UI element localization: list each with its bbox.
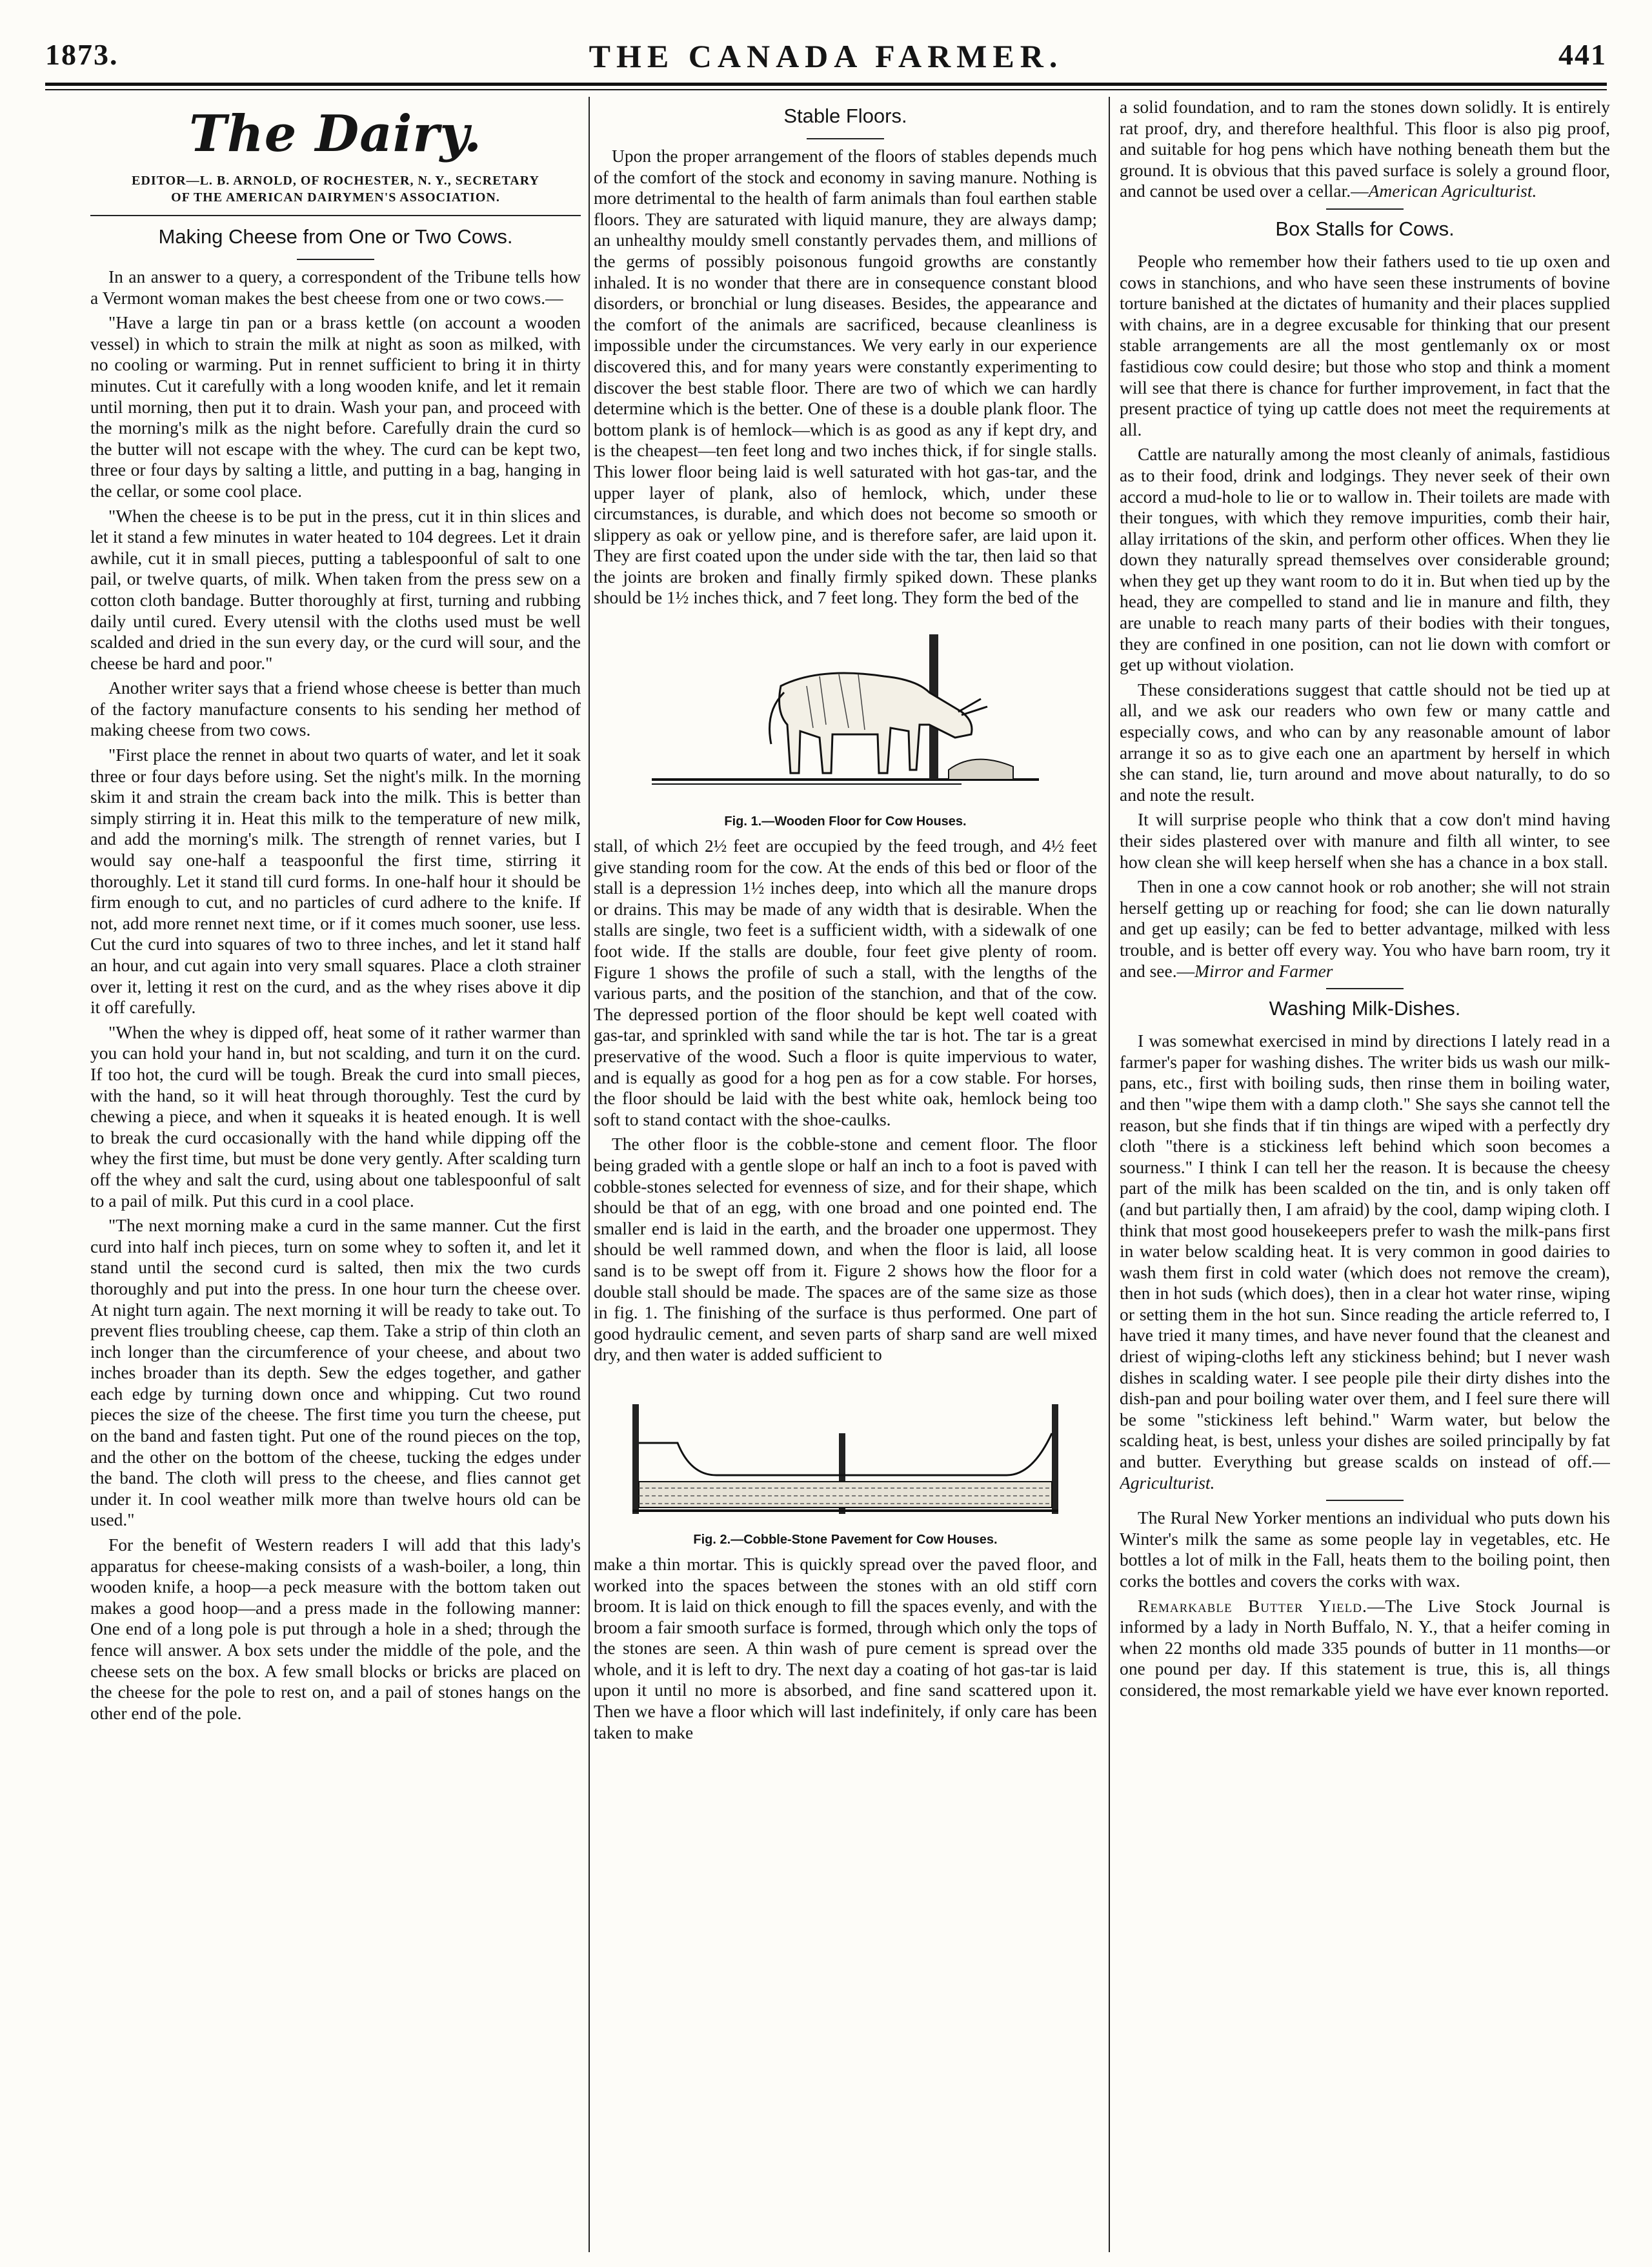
column-divider-1 [589, 97, 590, 2252]
figure-1 [594, 615, 1097, 829]
column-divider-2 [1109, 97, 1110, 2252]
cheese-paragraph: "The next morning make a curd in the same manner. Cut the first curd into half inch pieces, turn on some whey to soften it, and let it stand until the second curd is salted, then mix the two curds thoroughly and put into the press. In one hour turn the cheese over. At night turn again. The next morning it will be ready to take out. To prevent flies troubling cheese, cap them. Take a strip of thin cloth an inch longer than the circumference of your cheese, and about two inches broader than its depth. Sew the edges together, and gather each edge by turning down once and whipping. Cut two round pieces the size of the cheese. The first time you turn the cheese, put on the band and fasten tight. Put one of the round pieces on the top, and the other on the bottom of the cheese, tucking the edges under the band. The cloth will press to the cheese, and flies cannot get under it. In cool weather milk more than twelve hours old can be used." [90, 1215, 581, 1530]
article-title-washing-milk-dishes: Washing Milk-Dishes. [1269, 997, 1461, 1020]
washing-paragraph [1120, 1031, 1610, 1493]
cheese-paragraph: Another writer says that a friend whose cheese is better than much of the factory manufacture consents to his sending her method of making cheese from two cows. [90, 678, 581, 740]
cobble-stone-illustration [620, 1372, 1071, 1527]
page-header [45, 37, 1607, 83]
stable-floors-continuation [1120, 97, 1610, 202]
header-year: 1873. [45, 38, 119, 71]
header-rule-thin [45, 89, 1607, 90]
cheese-paragraph: In an answer to a query, a correspondent of the Tribune tells how a Vermont woman makes the best cheese from one or two cows.— [90, 267, 581, 308]
box-stalls-text: Then in one a cow cannot hook or rob another; she will not strain herself getting up or reaching for food; she can lie down naturally and get up easily; can be fed to better advantage, milked with less trouble, and is better off every way. You who have barn room, try it and see.— [1120, 876, 1610, 981]
ornamental-rule [1326, 208, 1404, 210]
box-stalls-paragraph: Cattle are naturally among the most cleanly of animals, fastidious as to their food, drink and lodgings. They never seek of their own accord a mud-hole to lie or to wallow in. Their toilets are made with their tongues, with which they remove impurities, comb their hair, allay irritations of the skin, and perform other offices. When they lie down they naturally spread themselves over considerable ground; when they get up they want room to do it in. But when tied up by the head, they are compelled to stand and lie in manure and filth, they are unable to reach many parts of their bodies with their tongues, they are confined in one position, can not lie down with comfort or get up without violation. [1120, 444, 1610, 675]
stable-paragraph: stall, of which 2½ feet are occupied by the feed trough, and 4½ feet give standing room for the cow. At the ends of this bed or floor of the stall is a depression 1½ inches deep, into which all the manure drops or drains. This may be made of any width that is desirable. When the stalls are single, two feet is a sufficient width, with a sidewalk of one foot wide. If the stalls are double, four feet give plenty of room. Figure 1 shows the profile of such a stall, with the lengths of the various parts, and the position of the stanchion, and that of the cow. The depressed portion of the floor should be kept well coated with gas-tar, and sprinkled with sand while the tar is hot. The tar is a great preservative of the wood. Such a floor is quite impervious to water, and is equally as good for a hog pen as for a cow stable. For horses, the floor should be laid with the best white oak, hemlock being too soft to stand contact with the shoe-caulks. [594, 836, 1097, 1129]
butter-yield-paragraph [1120, 1596, 1610, 1701]
washing-text: I was somewhat exercised in mind by directions I lately read in a farmer's paper for washing dishes. The writer bids us wash our milk-pans, etc., first with boiling suds, then rinse them in boiling water, and then "wipe them with a damp cloth." She says she cannot tell the reason, but she finds that if tin things are wiped with a perfectly dry cloth "there is a stickiness left behind which soon becomes a sourness." I think I can tell her the reason. It is because the cheesy part of the milk has been scalded on the tin, and is only taken off (and but partially then, I am afraid) by the cool, damp wiping cloth. I think that most good housekeepers prefer to wash the milk-pans first in water below scalding heat. It is very common in good dairies to wash them first in cold water (which does not remove the cream), then in hot suds (which does), then in a clear hot water rinse, wiping or setting them in the hot sun. Since reading the article referred to, I have tried it many times, and have never found that the cleanest and driest of wiping-cloths left any stickiness behind; but I never wash dishes in scalding water. I see people pile their dirty dishes into the dish-pan and pour boiling water over them, and I feel sure there will be some "stickiness left behind." Warm water, but below the scalding heat, is best, unless your dishes are soiled principally by fat and butter. Everything but grease scalds on instead of off.— [1120, 1031, 1610, 1472]
article-title-box-stalls: Box Stalls for Cows. [1275, 217, 1455, 240]
cheese-paragraph: "Have a large tin pan or a brass kettle (on account a wooden vessel) in which to strain the milk at night as soon as milked, with no cooling or warming. Put in rennet sufficient to bring it in thirty minutes. Cut it carefully with a long wooden knife, and let it remain until morning, then put it to drain. Wash your pan, and proceed with the morning's milk as the night before. Carefully drain the curd so the butter will not escape with the whey. The curd can be kept two, three or four days by salting a little, and putting in a bag, hanging in the cellar, or some cool place. [90, 312, 581, 501]
stable-paragraph: Upon the proper arrangement of the floors of stables depends much of the comfort of the stock and economy in saving manure. Nothing is more detrimental to the health of farm animals than foul earthen stable floors. They are saturated with liquid manure, they are always damp; an unhealthy mouldy smell constantly pervades them, and millions of the germs of possibly poisonous fungoid growths are constantly inhaled. It is no wonder that there are in consequence constant blood disorders, or bronchial or lung diseases. Besides, the appearance and the comfort of the animals are sacrificed, because cleanliness is impossible under the circumstances. We very early in our experience discovered this, and for many years were constantly experimenting to discover the best stable floor. There are two of which we can hardly determine which is the better. One of these is a double plank floor. The bottom plank is of hemlock—which is as good as any if kept dry, and is the cheapest—ten feet long and two inches thick, if for single stalls. This lower floor being laid is well saturated with hot gas-tar, and the upper layer of plank, also of hemlock, which, under these circumstances, is durable, and which does not become so smooth or slippery as oak or yellow pine, and is therefore safer, are laid upon it. They are first coated upon the under side with the tar, then laid so that the joints are broken and finally firmly spiked down. These planks should be 1½ inches thick, and 7 feet long. They form the bed of the [594, 146, 1097, 608]
column-2 [594, 97, 1097, 1747]
header-title: THE CANADA FARMER. [589, 38, 1063, 74]
column-3 [1120, 97, 1610, 1705]
signature-american-agriculturist: American Agriculturist. [1368, 181, 1537, 201]
header-rule-thick [45, 83, 1607, 86]
figure-2 [594, 1372, 1097, 1547]
section-title: The Dairy. [189, 105, 482, 163]
header-page-number: 441 [1558, 38, 1607, 71]
cheese-paragraph: "When the whey is dipped off, heat some of it rather warmer than you can hold your hand in, but not scalding, and turn it on the curd. If too hot, the curd will be tough. Break the curd into small pieces, with the hand, so it will heat through thoroughly. Test the curd by chewing a piece, and when it squeaks it is heated enough. It is well to break the curd occasionally with the hand while dipping off the whey the first time, but must be done very gently. After scalding turn off the whey and salt the curd, using about one tablespoonful of salt to a pail of milk. Put this curd in a cool place. [90, 1022, 581, 1211]
stable-paragraph: The other floor is the cobble-stone and cement floor. The floor being graded with a gentle slope or half an inch to a foot is paved with cobble-stones selected for evenness of size, and for their shape, which should be that of an egg, with one broad and one pointed end. The smaller end is laid in the earth, and the broader one uppermost. They should be well rammed down, and when the floor is laid, all loose sand is to be swept off from it. Figure 2 shows how the floor for a double stall should be made. The spaces are of the same size as those in fig. 1. The finishing of the surface is thus performed. One part of good hydraulic cement, and seven parts of sharp sand are well mixed dry, and then water is added sufficient to [594, 1134, 1097, 1365]
butter-yield-lead: Remarkable Butter Yield. [1138, 1595, 1367, 1616]
box-stalls-paragraph: It will surprise people who think that a cow don't mind having their sides plastered over with manure and filth all winter, to see how clean she will keep herself when she has a chance in a box stall. [1120, 809, 1610, 872]
article-title-cheese: Making Cheese from One or Two Cows. [158, 225, 513, 248]
stable-paragraph: make a thin mortar. This is quickly spread over the paved floor, and worked into the spaces between the stones with an old stiff corn broom. It is laid on thick enough to fill the spaces evenly, and with the broom a fair smooth surface is formed, through which only the tops of the stones are seen. A thin wash of pure cement is spread over the whole, and it is left to dry. The next day a coating of hot gas-tar is laid upon it until no more is absorbed, and fine sand scattered upon it. Then we have a floor which will last indefinitely, if only care has been taken to make [594, 1553, 1097, 1742]
ornamental-rule [1326, 988, 1404, 989]
cheese-paragraph: For the benefit of Western readers I will add that this lady's apparatus for cheese-making consists of a wash-boiler, a long, thin wooden knife, a hoop—a peck measure with the bottom taken out makes a good hoop—and a press made in the following manner: One end of a long pole is put through a hole in a shed; through the fence will answer. A box sets under the middle of the pole, and the cheese sets on the box. A few small blocks or bricks are placed on the cheese for the pole to rest on, and a pail of stones hangs on the other end of the pole. [90, 1535, 581, 1723]
cow-stall-illustration [626, 615, 1065, 809]
cheese-paragraph: "First place the rennet in about two quarts of water, and let it soak three or four days before using. Set the night's milk. In the morning skim it and strain the cream back into the milk. This is better than simply stirring it in. Heat this milk to the temperature of new milk, and add the morning's milk. The strength of rennet varies, but I would say one-half a teaspoonful the first time, stirring it thoroughly. Let it stand till curd forms. In one-half hour it should be firm enough to cut, and no particles of curd adhere to the knife. If not, add more rennet next time, or if it comes much sooner, use less. Cut the curd into squares of two to three inches, and let it stand half an hour, and cut again into very small squares. Place a cloth strainer over it, letting it rest on the curd, and as the whey rises above it dip it off carefully. [90, 745, 581, 1018]
figure-1-caption: Fig. 1.—Wooden Floor for Cow Houses. [724, 814, 967, 829]
title-rule [297, 259, 374, 260]
butter-yield-text: —The Live Stock Journal is informed by a lady in North Buffalo, N. Y., that a heifer coming in when 22 months old made 335 pounds of butter in 11 months—or one pound per day. If this statement is true, this is, all things considered, the most remarkable yield we have ever known reported. [1120, 1595, 1610, 1700]
title-rule [807, 138, 884, 139]
figure-2-caption: Fig. 2.—Cobble-Stone Pavement for Cow Houses. [693, 1532, 998, 1547]
article-title-stable-floors: Stable Floors. [783, 105, 907, 127]
box-stalls-paragraph: These considerations suggest that cattle should not be tied up at all, and we ask our readers who own few or many cattle and especially cows, and who can by any reasonable amount of labor arrange it so as to give each one an apartment by herself in which she can stand, lie, turn around and move about naturally, to do so and note the result. [1120, 679, 1610, 805]
signature-mirror-and-farmer: Mirror and Farmer [1194, 960, 1333, 981]
editor-line-2: OF THE AMERICAN DAIRYMEN'S ASSOCIATION. [171, 190, 500, 205]
box-stalls-paragraph: People who remember how their fathers used to tie up oxen and cows in stanchions, and who have seen these instruments of bovine torture banished at the dictates of humanity and their places supplied with chains, are in a degree excusable for thinking that our present stable arrangements are all the most gentlemanly ox or most fastidious cow could desire; but those who stop and think a moment will see that there is chance for further improvement, in fact that the present practice of tying up cattle does not meet the requirements at all. [1120, 250, 1610, 439]
editor-line-1: EDITOR—L. B. ARNOLD, OF ROCHESTER, N. Y., SECRETARY [132, 174, 539, 188]
box-stalls-paragraph [1120, 876, 1610, 982]
continuation-text: a solid foundation, and to ram the stones down solidly. It is entirely rat proof, dry, and therefore healthful. This floor is also pig proof, and suitable for hog pens which have nothing beneath them but the ground. It is obvious that this paved surface is solely a ground floor, and cannot be used over a cellar.— [1120, 97, 1610, 201]
cheese-paragraph: "When the cheese is to be put in the press, cut it in thin slices and let it stand a few minutes in water heated to 104 degrees. Let it drain awhile, cut it in small pieces, putting a tablespoonful of salt to one pail, or twelve quarts, of milk. When taken from the press sew on a cotton cloth bandage. Butter thoroughly at first, turning and rubbing daily until cured. Every utensil with the cloths used must be well scalded and dried in the sun every day, or the curd will sour, and the cheese be hard and poor." [90, 505, 581, 673]
rural-new-yorker-paragraph: The Rural New Yorker mentions an individual who puts down his Winter's milk the same as some people lay in vegetables, etc. He bottles a lot of milk in the Fall, heats them to the boiling point, then corks the bottles and covers the corks with wax. [1120, 1507, 1610, 1591]
column-1 [90, 97, 581, 1728]
ornamental-rule [1326, 1500, 1404, 1501]
section-rule [90, 215, 581, 216]
signature-agriculturist: Agriculturist. [1120, 1472, 1215, 1493]
editor-line [90, 172, 581, 206]
